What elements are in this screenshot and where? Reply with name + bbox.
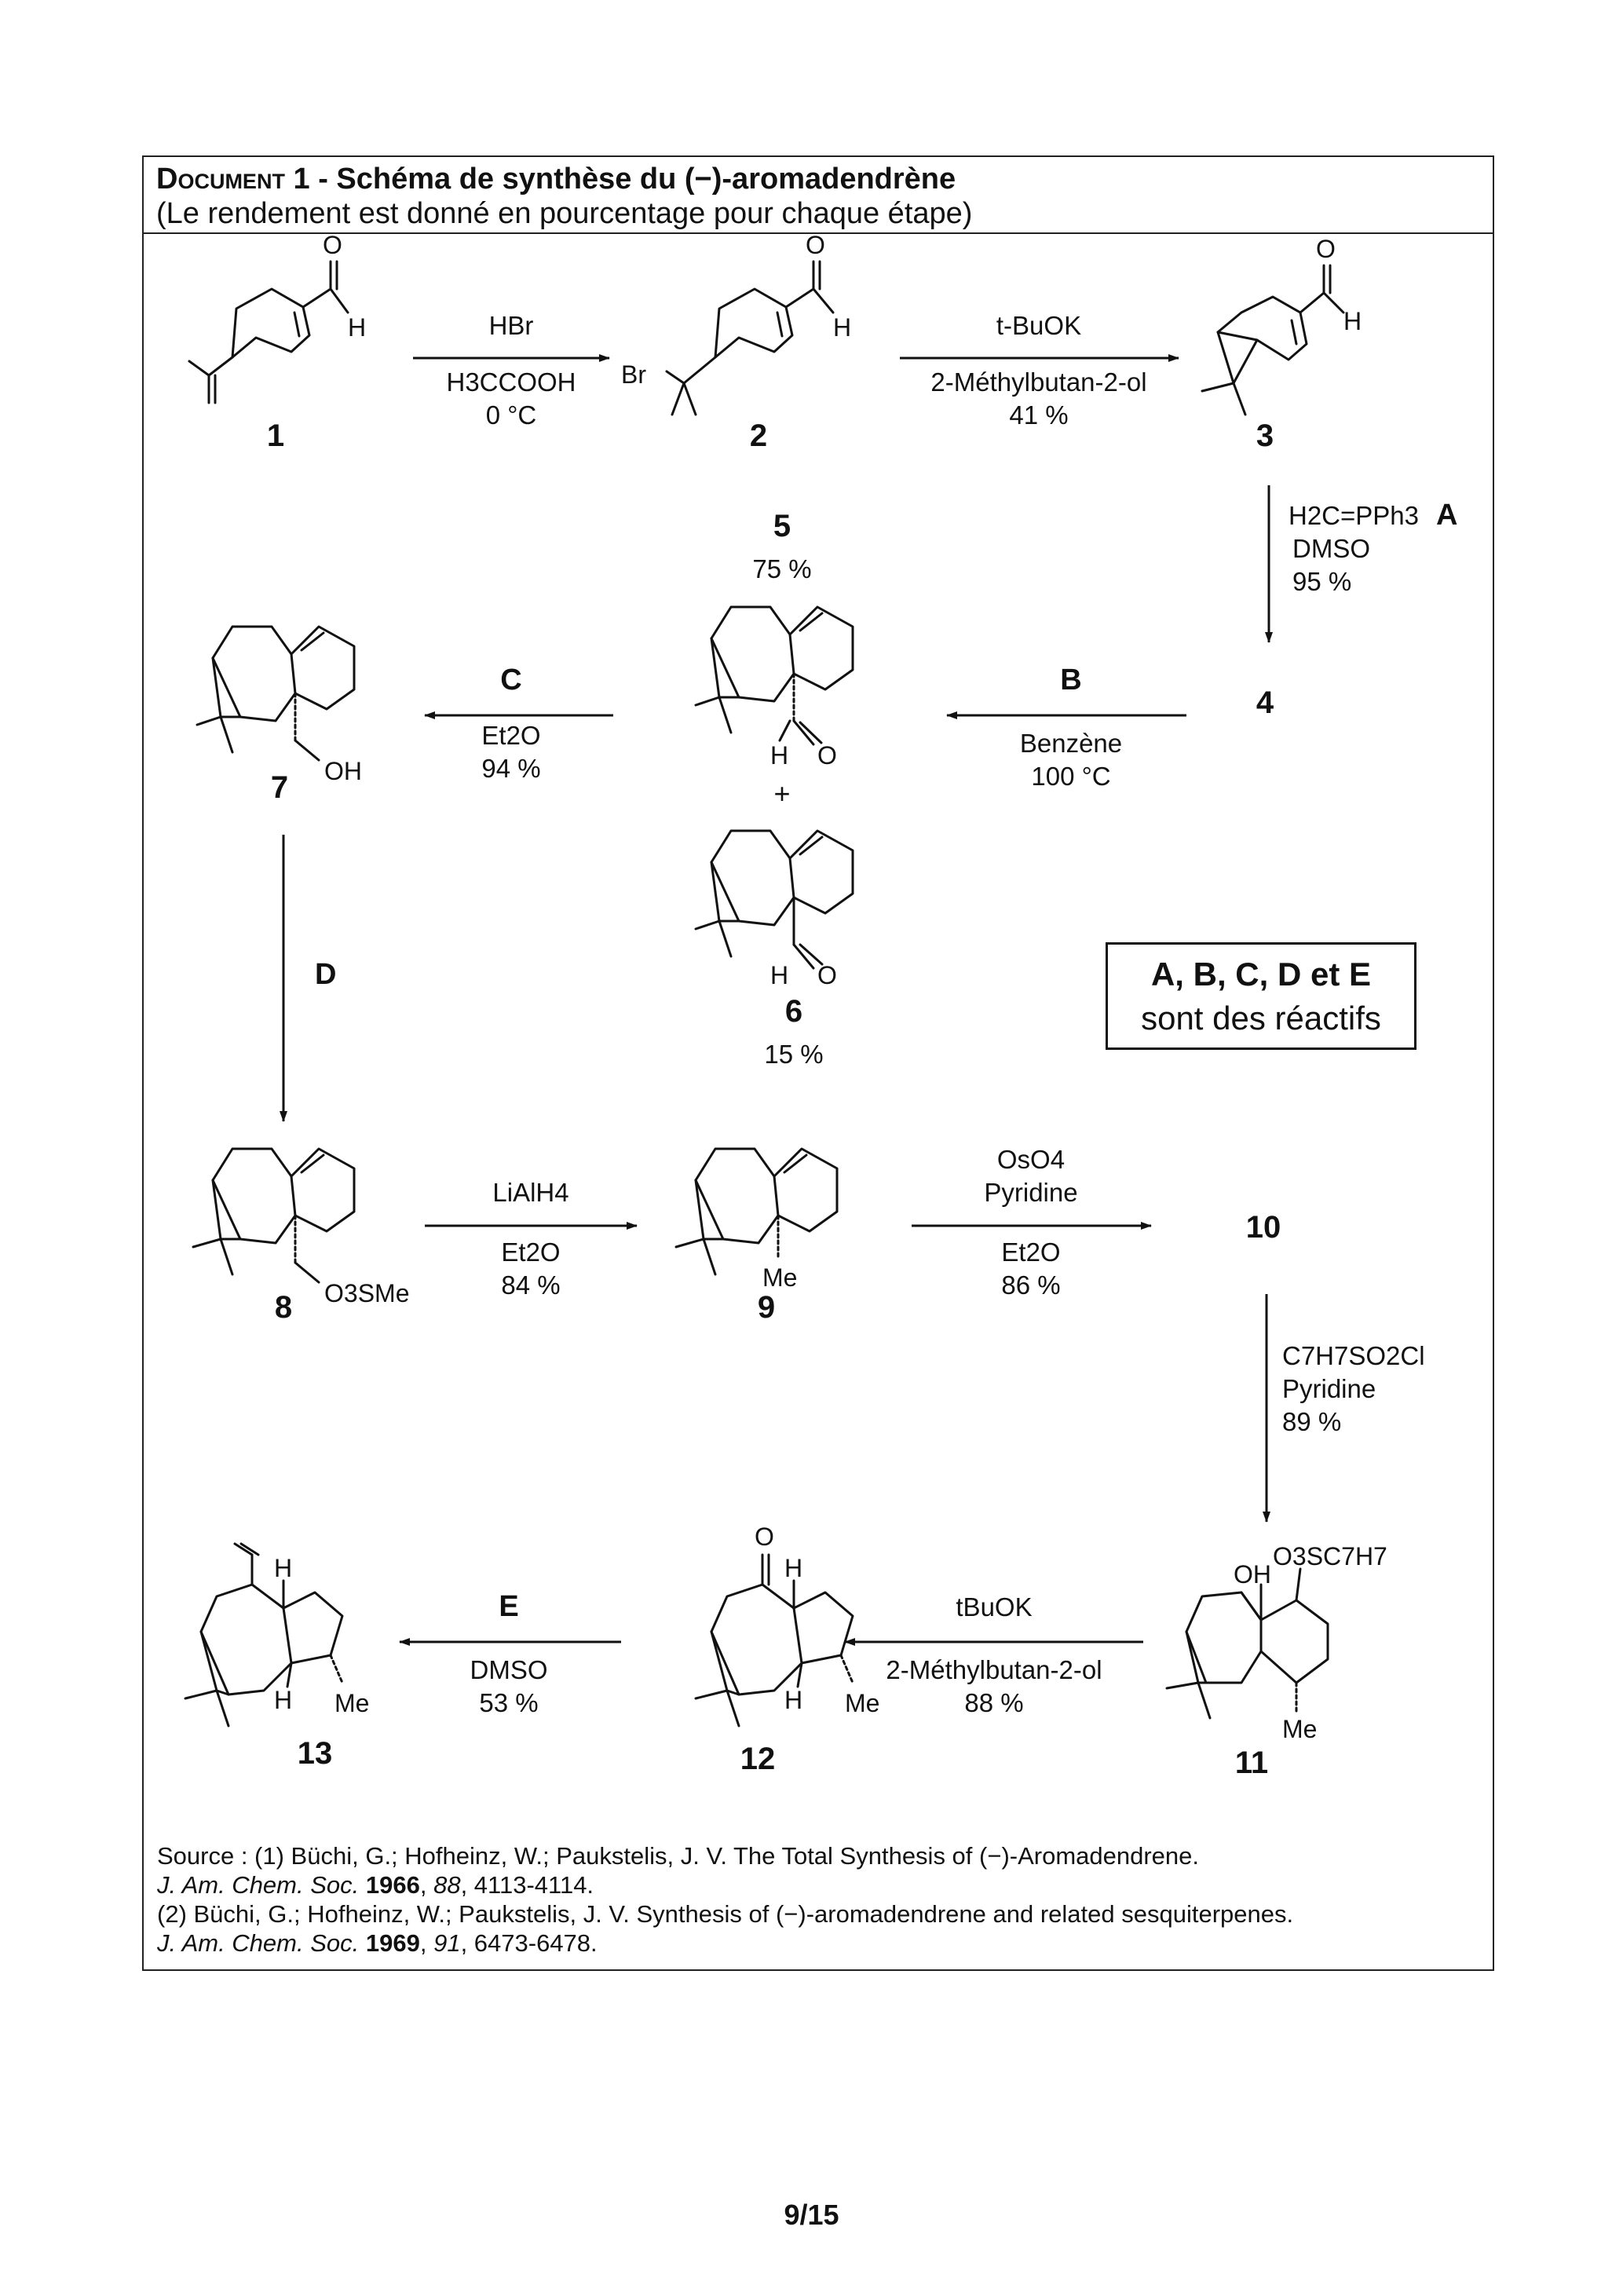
compound-label-9: 9 <box>757 1290 776 1325</box>
atom-H: H <box>274 1686 293 1714</box>
reagent-lialh4: LiAlH4 <box>492 1178 569 1207</box>
reagents-note-line-2: sont des réactifs <box>1141 1000 1381 1036</box>
structure-compound-1 <box>189 231 366 403</box>
reagent-label-E: E <box>499 1590 519 1623</box>
reagent-pyridine: Pyridine <box>1282 1374 1376 1403</box>
structure-compound-5 <box>696 607 853 770</box>
atom-H: H <box>833 313 852 342</box>
yield-step-10: 88 % <box>964 1688 1024 1717</box>
ref2-volume: 91 <box>433 1929 461 1957</box>
yield-step-11: 53 % <box>479 1688 539 1717</box>
reagents-note-box <box>1106 942 1416 1050</box>
atom-H: H <box>784 1686 803 1714</box>
atom-Me: Me <box>845 1689 880 1717</box>
reagent-dmso: DMSO <box>470 1655 548 1684</box>
solvent-ether: Et2O <box>1001 1238 1061 1267</box>
reagent-label-B: B <box>1060 664 1082 696</box>
yield-step-2: 41 % <box>1009 400 1069 430</box>
condition-temperature: 100 °C <box>1031 762 1111 791</box>
reagent-label-A: A <box>1436 499 1458 532</box>
journal-name: J. Am. Chem. Soc. <box>157 1929 360 1957</box>
atom-O: O <box>817 741 837 770</box>
atom-H: H <box>770 961 789 989</box>
yield-step-3: 95 % <box>1292 567 1352 596</box>
atom-O: O <box>323 231 342 259</box>
compound-label-4: 4 <box>1256 686 1274 720</box>
structure-compound-11 <box>1167 1542 1387 1743</box>
compound-label-10: 10 <box>1245 1210 1281 1245</box>
compound-label-1: 1 <box>266 419 285 453</box>
atom-OH: OH <box>324 757 362 785</box>
atom-OH: OH <box>1234 1560 1271 1589</box>
atom-H: H <box>348 313 367 342</box>
journal-name: J. Am. Chem. Soc. <box>157 1871 360 1899</box>
source-line-3: (2) Büchi, G.; Hofheinz, W.; Paukstelis, J. V. Synthesis of (−)-aromadendrene and related sesquiterpenes. <box>157 1900 1294 1928</box>
compound-label-2: 2 <box>749 419 768 453</box>
structure-compound-8 <box>193 1149 409 1307</box>
source-line-2: J. Am. Chem. Soc. 1966, 88, 4113-4114. <box>157 1871 594 1899</box>
atom-O: O <box>806 231 825 259</box>
ref1-year: 1966 <box>365 1871 420 1899</box>
ref2-year: 1969 <box>365 1929 420 1957</box>
compound-label-13: 13 <box>297 1736 333 1771</box>
reagent-wittig: H2C=PPh3 <box>1289 501 1420 530</box>
yield-step-5: 94 % <box>481 754 541 783</box>
structure-compound-3 <box>1202 235 1362 415</box>
atom-H: H <box>784 1554 803 1582</box>
structure-compound-2 <box>621 231 851 415</box>
structure-compound-9 <box>676 1149 837 1292</box>
reagent-dmso: DMSO <box>1292 534 1370 563</box>
source-line-4: J. Am. Chem. Soc. 1969, 91, 6473-6478. <box>157 1929 598 1957</box>
compound-label-6: 6 <box>784 994 803 1029</box>
title-rest: Schéma de synthèse du (−)-aromadendrène <box>336 163 956 196</box>
compound-label-5: 5 <box>773 509 791 543</box>
structure-compound-12 <box>696 1523 879 1726</box>
document-subtitle: (Le rendement est donné en pourcentage pour chaque étape) <box>156 197 973 230</box>
atom-O: O <box>755 1523 774 1551</box>
compound-label-8: 8 <box>274 1290 293 1325</box>
reagent-tbuok: tBuOK <box>956 1592 1033 1621</box>
structure-compound-13 <box>185 1544 369 1726</box>
ref1-volume: 88 <box>433 1871 461 1899</box>
atom-O3SMe: O3SMe <box>324 1279 410 1307</box>
reagent-oso4: OsO4 <box>996 1145 1066 1174</box>
reagent-label-C: C <box>500 664 522 696</box>
solvent-ether: Et2O <box>481 721 541 750</box>
atom-H: H <box>770 741 789 770</box>
yield-step-8: 86 % <box>1001 1270 1061 1300</box>
yield-step-7: 84 % <box>501 1270 561 1300</box>
yield-step-9: 89 % <box>1282 1407 1342 1436</box>
reagent-tscl: C7H7SO2Cl <box>1282 1341 1425 1370</box>
reagent-solvent: 2-Méthylbutan-2-ol <box>886 1655 1102 1684</box>
structure-compound-6 <box>696 831 853 989</box>
title-number: 1 - <box>293 163 337 196</box>
yield-compound-6: 15 % <box>764 1040 824 1069</box>
reagents-note-line-1: A, B, C, D et E <box>1150 956 1372 993</box>
atom-H: H <box>1343 307 1362 335</box>
reagent-label-D: D <box>315 958 337 991</box>
plus-sign: + <box>773 777 791 810</box>
compound-label-3: 3 <box>1256 419 1274 453</box>
atom-Me: Me <box>1282 1715 1318 1743</box>
page-number: 9/15 <box>784 2199 839 2231</box>
reagent-benzene: Benzène <box>1019 729 1123 758</box>
source-line-1: Source : (1) Büchi, G.; Hofheinz, W.; Paukstelis, J. V. The Total Synthesis of (−)-Aromadendrene. <box>157 1842 1200 1870</box>
solvent-ether: Et2O <box>501 1238 561 1267</box>
compound-label-7: 7 <box>270 770 289 805</box>
reagent-acetic-acid: H3CCOOH <box>446 367 576 397</box>
atom-Me: Me <box>762 1263 798 1292</box>
compound-label-11: 11 <box>1234 1746 1269 1780</box>
reagent-pyridine: Pyridine <box>984 1178 1078 1207</box>
atom-Br: Br <box>621 360 646 389</box>
condition-temperature: 0 °C <box>485 400 537 430</box>
reagent-tbuok: t-BuOK <box>996 311 1082 340</box>
ref1-pages: , 4113-4114. <box>460 1871 594 1899</box>
reagent-hbr: HBr <box>488 311 534 340</box>
atom-O: O <box>817 961 837 989</box>
structure-compound-7 <box>197 627 362 785</box>
atom-Me: Me <box>334 1689 370 1717</box>
title-prefix: Document <box>156 163 285 196</box>
atom-O: O <box>1316 235 1336 263</box>
yield-compound-5: 75 % <box>752 554 812 583</box>
source-references <box>157 1841 1481 1958</box>
atom-H: H <box>274 1554 293 1582</box>
ref2-pages: , 6473-6478. <box>460 1929 598 1957</box>
compound-label-12: 12 <box>740 1742 776 1776</box>
atom-O3SC7H7: O3SC7H7 <box>1273 1542 1387 1570</box>
reagent-solvent: 2-Méthylbutan-2-ol <box>930 367 1147 397</box>
